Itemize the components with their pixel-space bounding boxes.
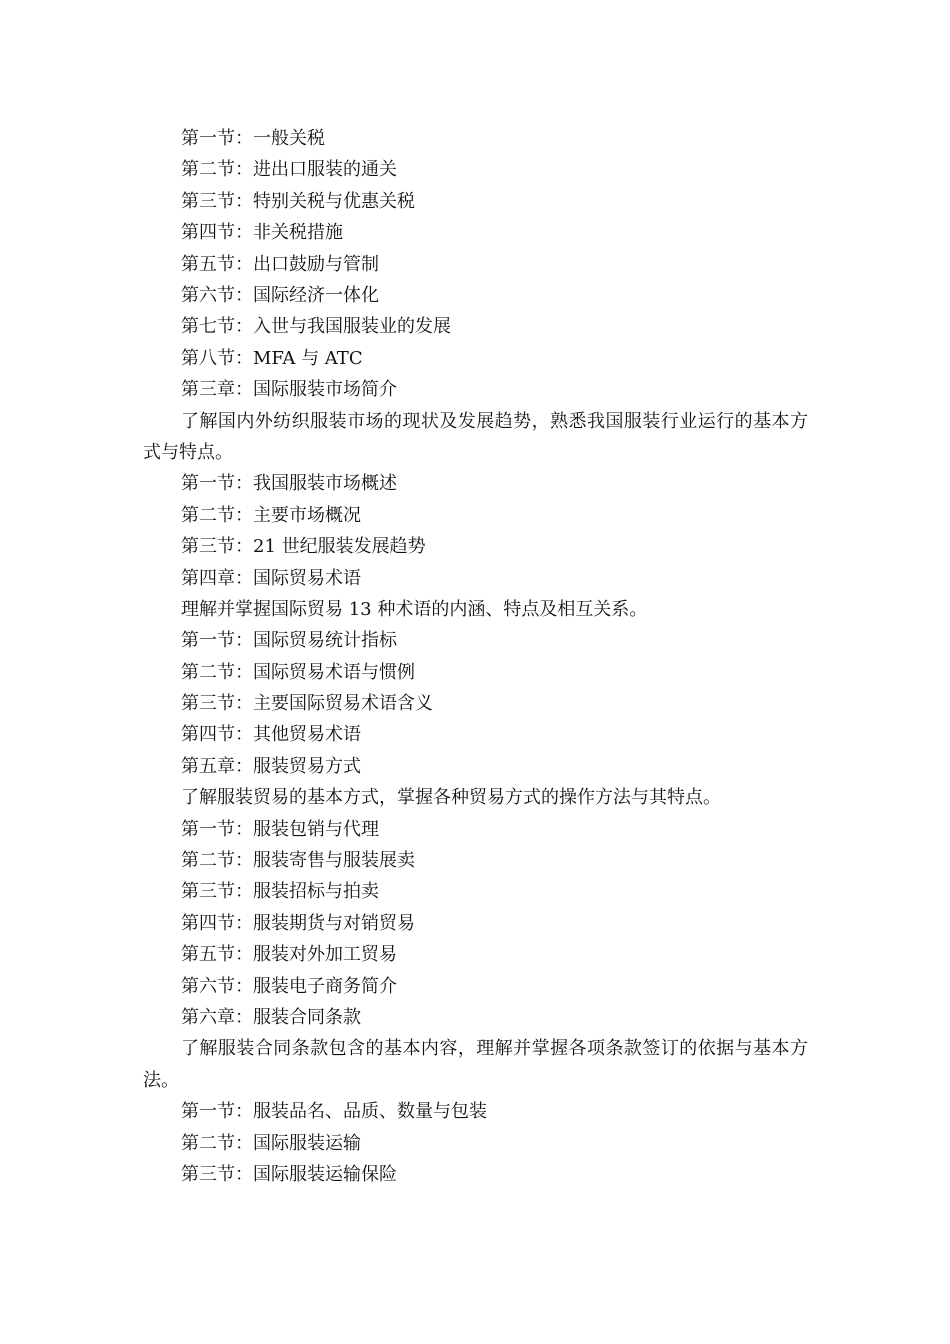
chapter-description: 理解并掌握国际贸易 13 种术语的内涵、特点及相互关系。 [181, 598, 648, 620]
chapter-heading: 第六章：服装合同条款 [181, 1006, 361, 1028]
section-heading: 第六节：服装电子商务简介 [181, 975, 397, 997]
chapter-heading: 第五章：服装贸易方式 [181, 755, 361, 777]
section-heading: 第五节：服装对外加工贸易 [181, 944, 397, 966]
document-page [143, 123, 808, 1190]
chapter-description: 了解国内外纺织服装市场的现状及发展趋势，熟悉我国服装行业运行的基本方式与特点。 [143, 410, 808, 463]
section-heading: 第六节：国际经济一体化 [181, 284, 379, 306]
section-heading: 第一节：服装品名、品质、数量与包装 [181, 1101, 487, 1123]
section-heading: 第四节：服装期货与对销贸易 [181, 912, 415, 934]
section-heading: 第二节：主要市场概况 [181, 504, 361, 526]
section-heading: 第二节：国际服装运输 [181, 1132, 361, 1154]
section-heading: 第二节：国际贸易术语与惯例 [181, 661, 415, 683]
section-heading: 第三节：21 世纪服装发展趋势 [181, 536, 426, 558]
section-heading: 第一节：一般关税 [181, 128, 325, 149]
section-heading: 第一节：服装包销与代理 [181, 818, 379, 840]
section-heading: 第二节：进出口服装的通关 [181, 159, 397, 181]
chapter-description: 了解服装贸易的基本方式，掌握各种贸易方式的操作方法与其特点。 [181, 787, 721, 809]
section-heading: 第四节：其他贸易术语 [181, 724, 361, 746]
section-heading: 第二节：服装寄售与服装展卖 [181, 850, 415, 872]
section-heading: 第三节：国际服装运输保险 [181, 1163, 397, 1185]
chapter-description: 了解服装合同条款包含的基本内容，理解并掌握各项条款签订的依据与基本方法。 [143, 1038, 808, 1091]
section-heading: 第四节：非关税措施 [181, 222, 343, 244]
section-heading: 第五节：出口鼓励与管制 [181, 253, 379, 275]
section-heading: 第一节：国际贸易统计指标 [181, 630, 397, 652]
section-heading: 第八节：MFA 与 ATC [181, 347, 363, 369]
section-heading: 第三节：主要国际贸易术语含义 [181, 693, 433, 715]
section-heading: 第七节：入世与我国服装业的发展 [181, 316, 451, 338]
chapter-heading: 第三章：国际服装市场简介 [181, 379, 397, 401]
section-heading: 第一节：我国服装市场概述 [181, 473, 397, 495]
chapter-heading: 第四章：国际贸易术语 [181, 567, 361, 589]
section-heading: 第三节：特别关税与优惠关税 [181, 190, 415, 212]
section-heading: 第三节：服装招标与拍卖 [181, 881, 379, 903]
